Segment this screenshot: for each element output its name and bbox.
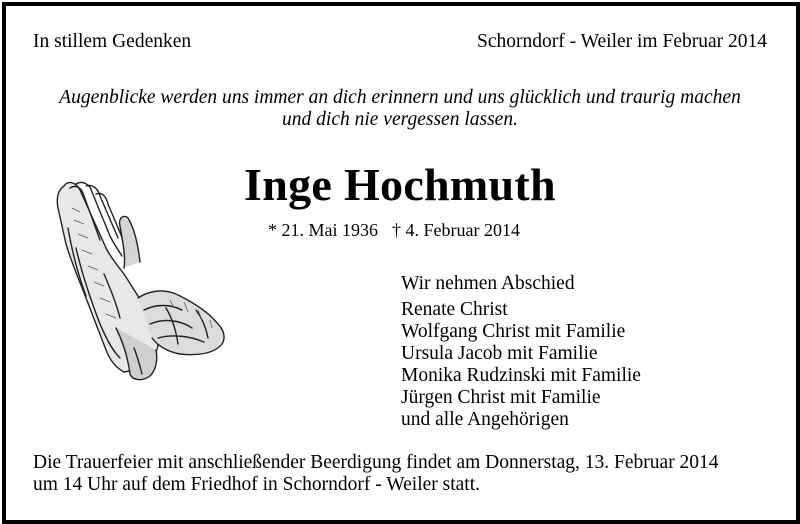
- death-date: † 4. Februar 2014: [392, 220, 520, 240]
- life-dates: [268, 220, 520, 241]
- mourners-list: [401, 273, 641, 431]
- praying-hands-icon: [46, 178, 236, 384]
- memorial-quote: [0, 87, 800, 131]
- mourner-name: Jürgen Christ mit Familie: [401, 387, 601, 408]
- mourner-name: Ursula Jacob mit Familie: [401, 343, 598, 364]
- birth-date: * 21. Mai 1936: [268, 220, 378, 240]
- mourner-name: Wolfgang Christ mit Familie: [401, 321, 626, 342]
- header-left-text: In stillem Gedenken: [33, 31, 192, 52]
- funeral-notice: [33, 452, 773, 496]
- mourner-name: Renate Christ: [401, 299, 508, 320]
- mourners-intro: Wir nehmen Abschied: [401, 273, 575, 294]
- quote-line-2: und dich nie vergessen lassen.: [282, 109, 518, 130]
- funeral-notice-line-1: Die Trauerfeier mit anschließender Beerdigung findet am Donnerstag, 13. Februar 2014: [33, 452, 719, 473]
- deceased-name: Inge Hochmuth: [244, 159, 556, 210]
- quote-line-1: Augenblicke werden uns immer an dich erinnern und uns glücklich und traurig machen: [59, 87, 741, 108]
- mourner-name: und alle Angehörigen: [401, 409, 569, 430]
- header-right-text: Schorndorf - Weiler im Februar 2014: [477, 31, 767, 52]
- mourner-name: Monika Rudzinski mit Familie: [401, 365, 641, 386]
- funeral-notice-line-2: um 14 Uhr auf dem Friedhof in Schorndorf - Weiler statt.: [33, 474, 481, 495]
